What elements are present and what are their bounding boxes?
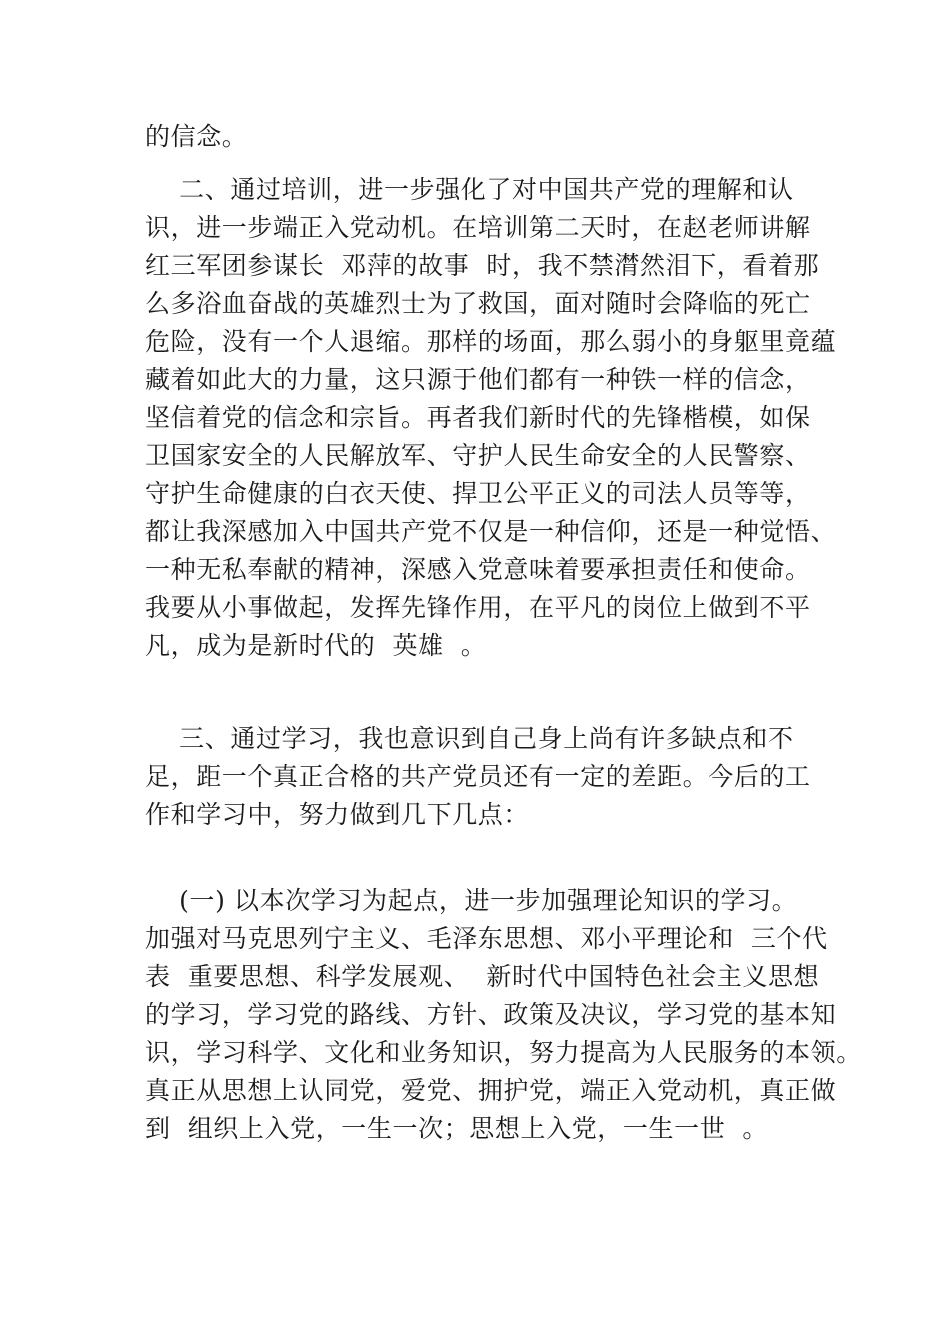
text-line: 守护生命健康的白衣天使、捍卫公平正义的司法人员等等， — [145, 479, 811, 508]
text-line: 么多浴血奋战的英雄烈士为了救国，面对随时会降临的死亡 — [145, 289, 811, 318]
text-line: 红三军团参谋长 邓萍的故事 时，我不禁潸然泪下，看着那 — [145, 251, 820, 280]
text-line: 的学习，学习党的路线、方针、政策及决议，学习党的基本知 — [145, 1000, 837, 1029]
text-line: 三、通过学习，我也意识到自己身上尚有许多缺点和不 — [145, 724, 794, 753]
text-line: 识，进一步端正入党动机。在培训第二天时，在赵老师讲解 — [145, 213, 811, 242]
text-line: 二、通过培训，进一步强化了对中国共产党的理解和认 — [145, 175, 794, 204]
text-line: 足，距一个真正合格的共产党员还有一定的差距。今后的工 — [145, 762, 811, 791]
text-line: 加强对马克思列宁主义、毛泽东思想、邓小平理论和 三个代 — [145, 924, 828, 953]
text-line: 一种无私奉献的精神，深感入党意味着要承担责任和使命。 — [145, 555, 811, 584]
text-line: 都让我深感加入中国共产党不仅是一种信仰，还是一种觉悟、 — [145, 517, 837, 546]
text-line: 表 重要思想、科学发展观、 新时代中国特色社会主义思想 — [145, 962, 820, 991]
text-line: (一) 以本次学习为起点，进一步加强理论知识的学习。 — [145, 886, 798, 915]
text-line: 藏着如此大的力量，这只源于他们都有一种铁一样的信念， — [145, 365, 811, 394]
text-line: 到 组织上入党，一生一次；思想上入党，一生一世 。 — [145, 1114, 768, 1143]
text-line: 识，学习科学、文化和业务知识，努力提高为人民服务的本领。 — [145, 1038, 862, 1067]
text-line: 卫国家安全的人民解放军、守护人民生命安全的人民警察、 — [145, 441, 811, 470]
text-line: 坚信着党的信念和宗旨。再者我们新时代的先锋楷模，如保 — [145, 403, 811, 432]
text-line: 真正从思想上认同党，爱党、拥护党，端正入党动机，真正做 — [145, 1076, 837, 1105]
text-line: 作和学习中，努力做到几下几点： — [145, 800, 530, 829]
text-line: 危险，没有一个人退缩。那样的场面，那么弱小的身躯里竟蕴 — [145, 327, 837, 356]
text-line: 的信念。 — [145, 122, 248, 151]
text-line: 凡，成为是新时代的 英雄 。 — [145, 631, 487, 660]
text-line: 我要从小事做起，发挥先锋作用，在平凡的岗位上做到不平 — [145, 593, 811, 622]
